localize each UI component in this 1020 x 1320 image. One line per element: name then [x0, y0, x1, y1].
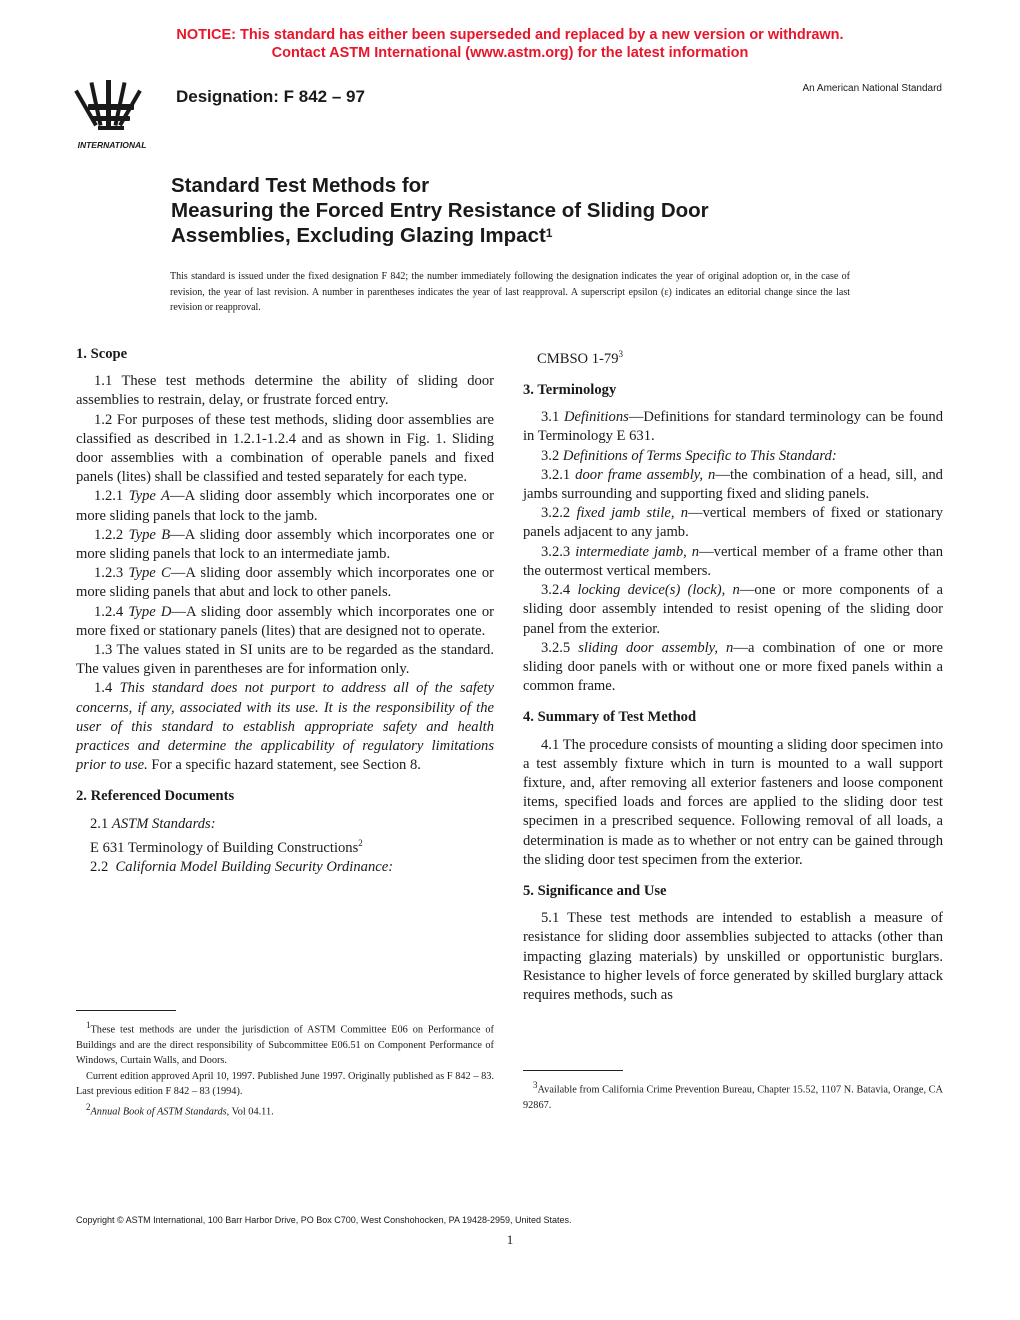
reference-text: E 631 Terminology of Building Constructions	[90, 839, 359, 856]
issued-note: This standard is issued under the fixed designation F 842; the number immediately following the designation indicates the year of original adoption or, in the case of revision, the year of last revision. A number in parentheses indicates the year of last reapproval. A superscript epsilon (ε) indicates an editorial change since the last revision or reapproval.	[170, 271, 850, 313]
para-3-2-2	[523, 504, 943, 542]
withdrawal-notice	[0, 26, 1020, 62]
para-4-1: 4.1 The procedure consists of mounting a sliding door specimen into a test assembly fixture which in turn is mounted to a wall support fixture, and, after removing all exterior fasteners and loose component items, specified loads and forces are applied to the sliding door test specimen in a prescribed sequence. Following removal of all loads, a determination is made as to whether or not entry can be gained through the sliding door test specimen from the exterior.	[523, 736, 943, 868]
logo-caption: INTERNATIONAL	[77, 140, 147, 150]
page-number: 1	[506, 1232, 514, 1247]
title-line-3-text: Assemblies, Excluding Glazing Impact	[171, 224, 546, 247]
title-line-3	[171, 223, 871, 248]
para-text: —vertical member of a frame other than the outermost vertical members.	[523, 543, 943, 579]
para-3-1	[523, 408, 943, 446]
para-text: —a combination of one or more sliding door panels with or without one or more fixed panels within a common frame.	[523, 639, 944, 695]
term: sliding door assembly, n	[578, 639, 734, 656]
footnote-text: These test methods are under the jurisdiction of ASTM Committee E06 on Performance of Buildings and are the direct responsibility of Subcommittee E06.51 on Component Performance of Windows, Curtain Walls, and Doors.	[76, 1024, 494, 1067]
para-number: 3.2.1	[541, 466, 571, 483]
para-1-2-1	[76, 487, 494, 525]
footnote-book-title: Annual Book of ASTM Standards	[90, 1106, 227, 1118]
para-3-2-3	[523, 543, 943, 581]
left-column	[76, 345, 494, 877]
para-5-1: 5.1 These test methods are intended to establish a measure of resistance for sliding door assemblies subjected to attacks (other than impacting glazing materials) by unskilled or opportunistic burglars. Resistance to higher levels of force generated by skilled burglary attack requires methods, such as	[523, 910, 943, 1003]
term: Definitions	[563, 409, 629, 426]
para-text: —A sliding door assembly which incorporates one or more sliding panels that lock to the jamb.	[76, 488, 495, 524]
para-number: 2.1	[90, 815, 109, 832]
title-line-2: Measuring the Forced Entry Resistance of Sliding Door	[171, 199, 709, 222]
footnote-text: Available from California Crime Prevention Bureau, Chapter 15.52, 1107 N. Batavia, Orange, CA 92867.	[523, 1084, 943, 1111]
para-number: 1.2.3	[94, 565, 124, 582]
para-2-2	[76, 858, 494, 877]
section-4-heading: 4. Summary of Test Method	[523, 709, 697, 726]
para-text: —A sliding door assembly which incorporates one or more sliding panels that abut and lock to other panels.	[76, 565, 494, 601]
para-number: 1.4	[94, 680, 113, 697]
reference-cmbso	[523, 345, 943, 369]
term: Type C	[128, 565, 171, 582]
term: fixed jamb stile, n	[576, 505, 689, 522]
footnote-number: 3	[533, 1080, 538, 1090]
notice-line-2: Contact ASTM International (www.astm.org) for the latest information	[271, 45, 749, 61]
term: ASTM Standards:	[111, 815, 216, 832]
footnote-1-edition: Current edition approved April 10, 1997. Published June 1997. Originally published as F 842 – 83. Last previous edition F 842 – 83 (1994).	[76, 1070, 494, 1098]
title-footnote-ref: 1	[545, 226, 553, 240]
para-number: 3.2.5	[541, 639, 571, 656]
footnote-ref: 3	[618, 349, 623, 359]
footnote-number: 2	[86, 1101, 91, 1112]
para-text: —A sliding door assembly which incorporates one or more fixed or stationary panels (lites) that are designed not to operate.	[76, 603, 494, 639]
term: California Model Building Security Ordinance:	[115, 858, 394, 875]
footnote-rule-left	[76, 1010, 176, 1011]
document-title	[171, 173, 871, 248]
footnote-number: 1	[86, 1020, 91, 1030]
para-text: For a specific hazard statement, see Section 8.	[147, 757, 421, 774]
section-3-heading: 3. Terminology	[523, 382, 617, 399]
para-1-2: 1.2 For purposes of these test methods, sliding door assemblies are classified as described in 1.2.1-1.2.4 and as shown in Fig. 1. Sliding door assemblies with a combination of operable panels and fixed panels (lites) shall be classified and tested separately for each type.	[76, 411, 494, 486]
para-text: —one or more components of a sliding door assembly intended to resist opening of the sliding door panel from the exterior.	[523, 582, 943, 637]
footnotes-left	[76, 1018, 494, 1120]
para-number: 1.2.2	[94, 526, 124, 543]
safety-caveat: This standard does not purport to address all of the safety concerns, if any, associated with its use. It is the responsibility of the user of this standard to establish appropriate safety and health practices and determine the applicability of regulatory limitations prior to use.	[76, 680, 494, 774]
para-text: —the combination of a head, sill, and jambs surrounding and supporting fixed and sliding panels.	[523, 466, 943, 503]
term: Definitions of Terms Specific to This Standard:	[562, 447, 837, 464]
footnote-ref: 2	[358, 837, 363, 848]
para-number: 3.1	[541, 409, 560, 426]
section-2-heading: 2. Referenced Documents	[76, 788, 235, 805]
reference-e631	[76, 834, 494, 858]
footnote-text: , Vol 04.11.	[226, 1106, 274, 1118]
right-column	[523, 345, 943, 1005]
footnotes-right	[523, 1078, 943, 1113]
para-3-2-4	[523, 581, 943, 639]
para-1-3: 1.3 The values stated in SI units are to be regarded as the standard. The values given in parentheses are for information only.	[76, 642, 494, 678]
astm-logo	[64, 74, 164, 152]
footnote-1	[76, 1018, 494, 1069]
para-text: —Definitions for standard terminology can be found in Terminology E 631.	[523, 409, 944, 445]
american-national-standard: An American National Standard	[802, 83, 942, 94]
title-line-1: Standard Test Methods for	[171, 174, 430, 197]
para-1-2-3	[76, 564, 494, 602]
term: Type B	[128, 526, 171, 543]
para-1-2-2	[76, 526, 494, 564]
para-number: 3.2	[541, 447, 560, 464]
designation: Designation: F 842 – 97	[176, 87, 365, 106]
term: locking device(s) (lock), n	[577, 582, 740, 599]
para-1-2-4	[76, 603, 494, 641]
para-number: 2.2	[90, 858, 109, 875]
para-text: —A sliding door assembly which incorporates one or more sliding panels that lock to an intermediate jamb.	[76, 526, 494, 563]
para-number: 3.2.2	[541, 505, 571, 522]
para-number: 1.2.1	[94, 488, 124, 505]
term: Type A	[128, 488, 170, 505]
section-1-heading: 1. Scope	[76, 346, 128, 362]
para-text: —vertical members of fixed or stationary panels adjacent to any jamb.	[523, 505, 943, 541]
para-3-2-1	[523, 466, 943, 504]
para-number: 3.2.4	[541, 582, 571, 599]
term: door frame assembly, n	[575, 466, 716, 483]
para-3-2-5	[523, 639, 943, 697]
footnote-3	[523, 1078, 943, 1113]
para-number: 1.2.4	[94, 603, 124, 620]
para-2-1	[76, 815, 494, 834]
footnote-2	[76, 1100, 494, 1120]
para-1-4	[76, 679, 494, 775]
copyright: Copyright © ASTM International, 100 Barr Harbor Drive, PO Box C700, West Conshohocken, PA 19428-2959, United States.	[76, 1215, 572, 1225]
section-5-heading: 5. Significance and Use	[523, 882, 667, 899]
term: Type D	[128, 603, 172, 620]
para-3-2	[523, 447, 943, 466]
para-1-1: 1.1 These test methods determine the ability of sliding door assemblies to restrain, delay, or frustrate forced entry.	[76, 373, 494, 409]
notice-line-1: NOTICE: This standard has either been superseded and replaced by a new version or withdrawn.	[176, 27, 844, 43]
para-number: 3.2.3	[541, 543, 571, 560]
reference-text: CMBSO 1-79	[537, 350, 619, 367]
term: intermediate jamb, n	[575, 543, 700, 560]
footnote-rule-right	[523, 1070, 623, 1071]
